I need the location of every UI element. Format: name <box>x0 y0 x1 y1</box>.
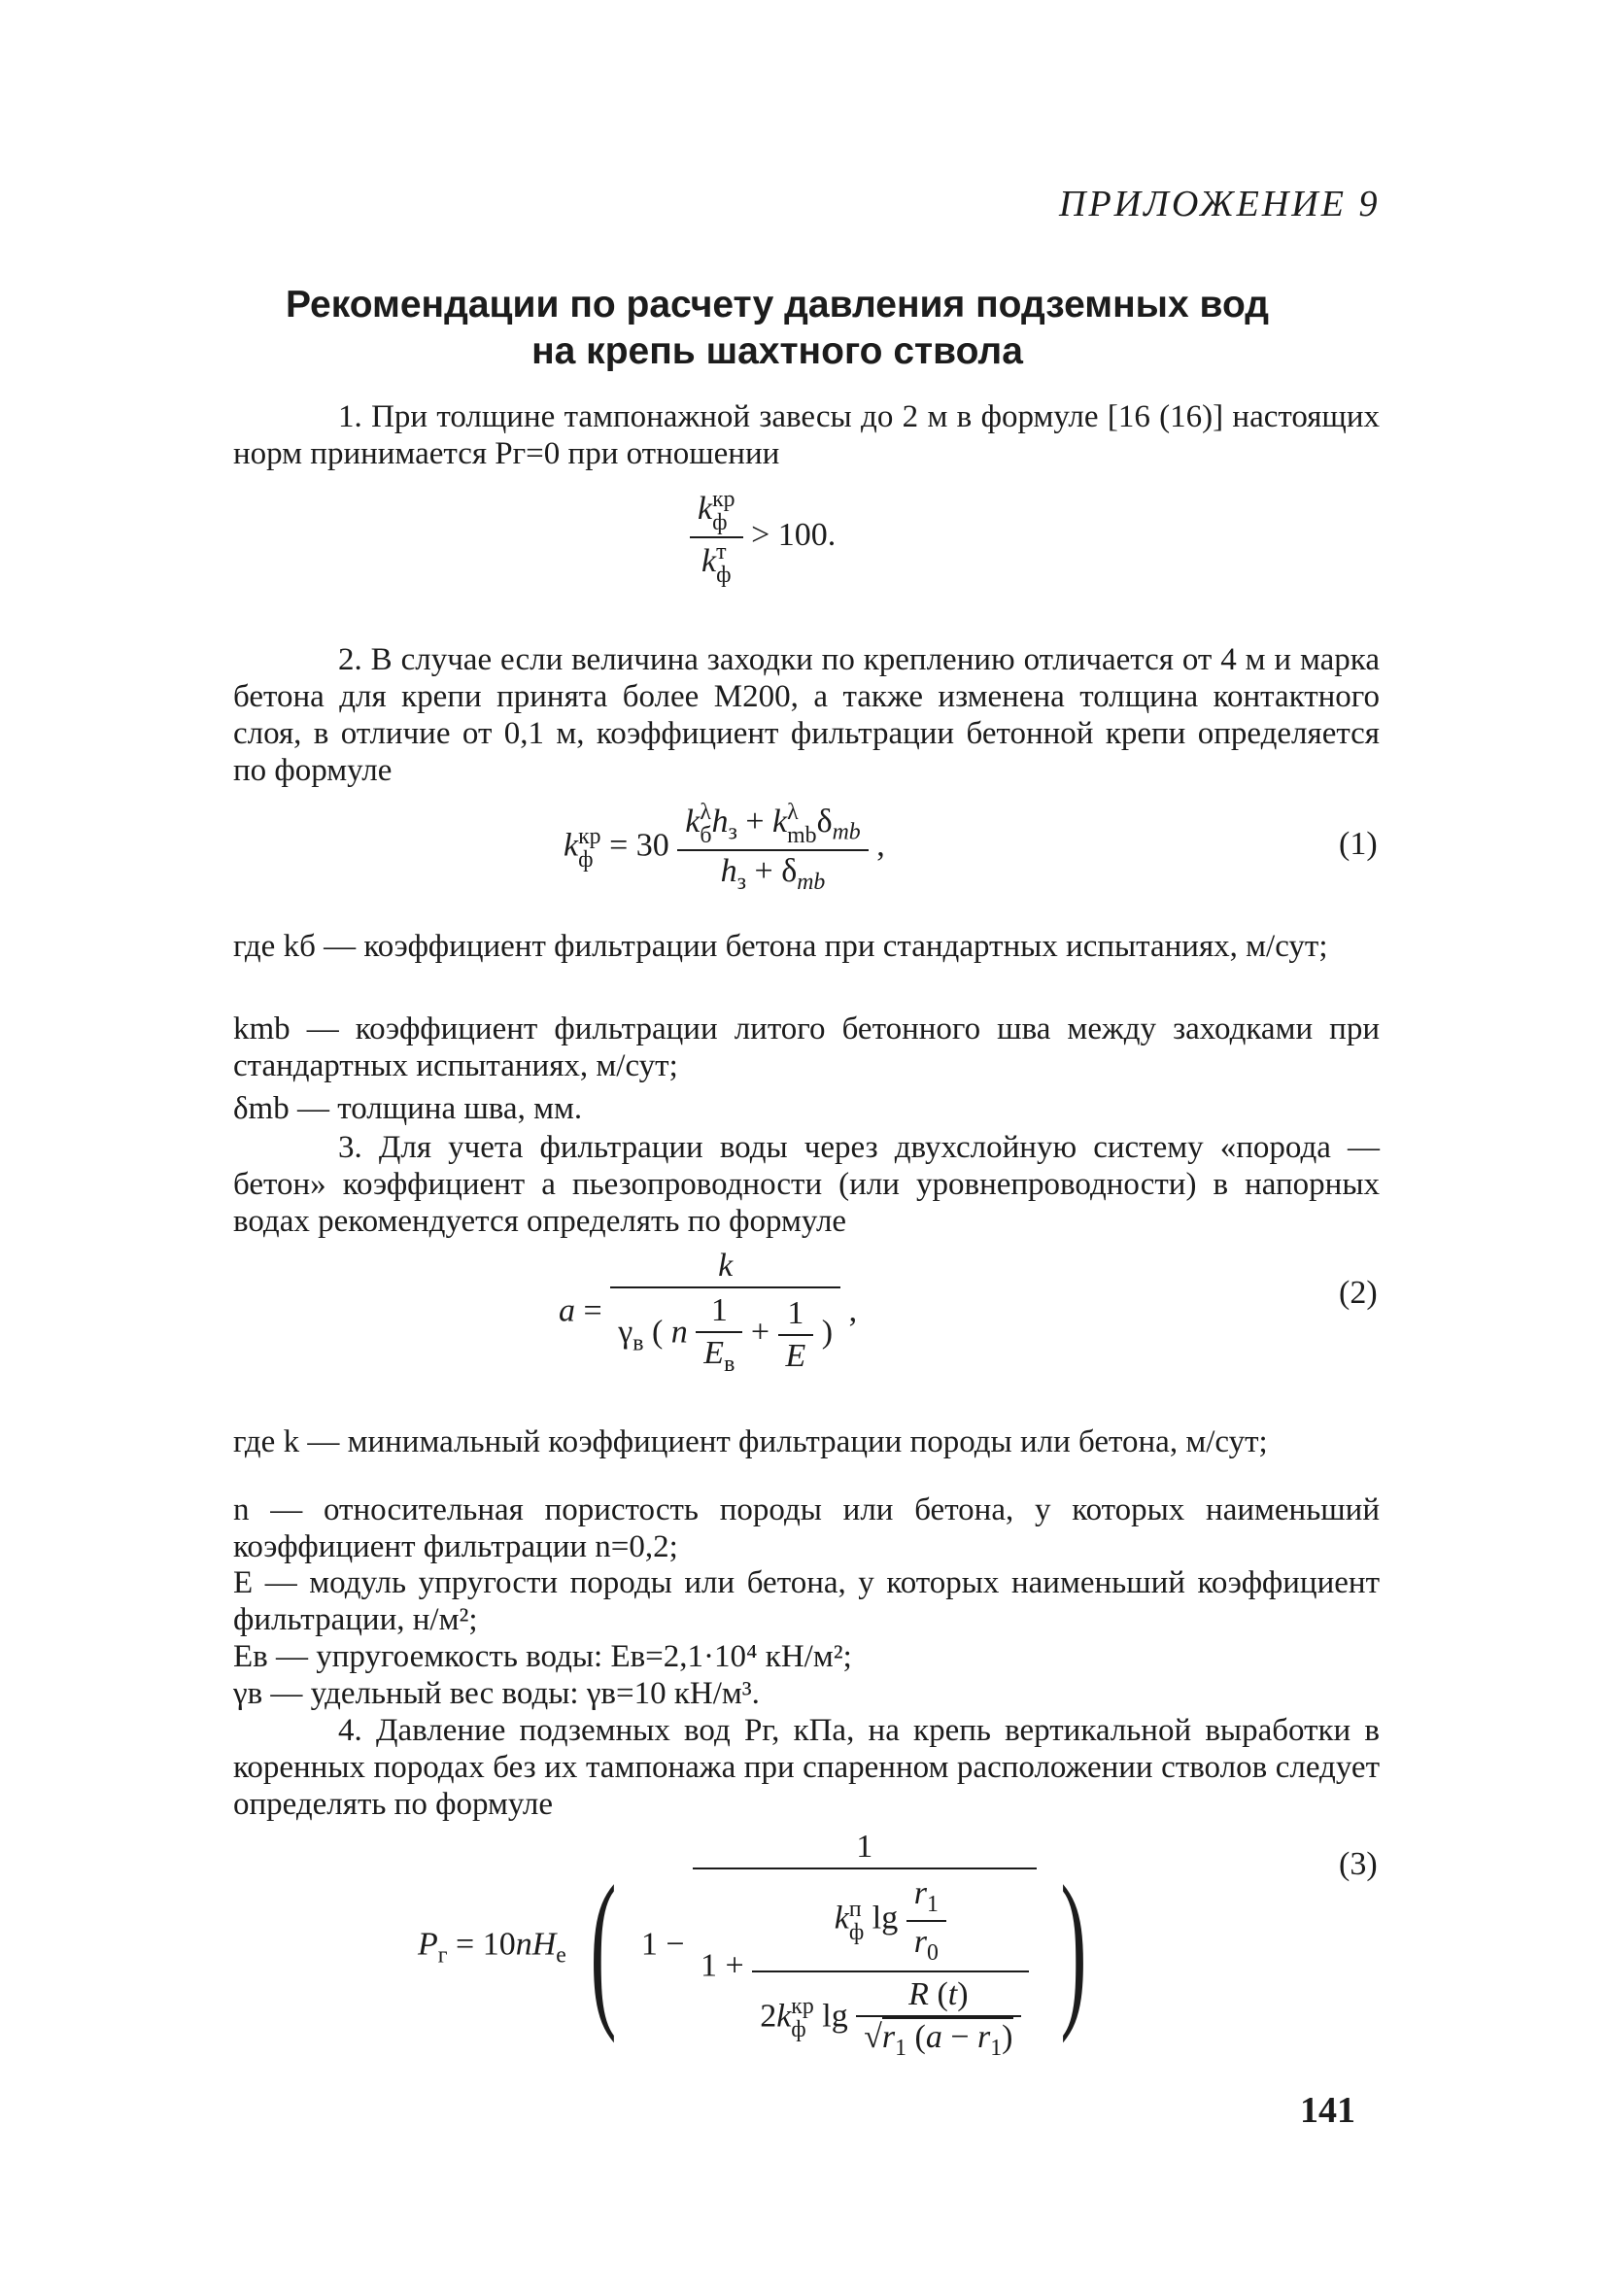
paragraph-3: 3. Для учета фильтрации воды через двухслойную систему «порода — бетон» коэффициент a пьезопроводности (или уровнепроводности) в напорных водах рекомендуется определять по формуле <box>233 1130 1380 1239</box>
equation-3-number: (3) <box>1339 1846 1378 1882</box>
page-title-line-2: на крепь шахтного ствола <box>531 330 1023 372</box>
equation-1: k кр ф = 30 k λ б $h_з + k$ λ mb $\delta_{mb}$ $h_з + \delta_{mb}$ , <box>564 799 885 898</box>
definition-ev: Eв — упругоемкость воды: Eв=2,1·10⁴ кН/м²; <box>233 1639 852 1674</box>
equation-2-fraction: k $\gamma_в$ ( n $\frac{1}{E_в}$ + $\frac{1}{E}$ ) <box>610 1246 840 1382</box>
definition-k-concrete: где kб — коэффициент фильтрации бетона при стандартных испытаниях, м/сут; <box>233 929 1328 964</box>
paragraph-4: 4. Давление подземных вод Pг, кПа, на крепь вертикальной выработки в коренных породах без их тампонажа при спаренном расположении стволов следует определять по формуле <box>233 1713 1380 1822</box>
paragraph-2: 2. В случае если величина заходки по креплению отличается от 4 м и марка бетона для крепи принята более М200, а также изменена толщина контактного слоя, в отличие от 0,1 м, коэффициент фильтрации бетонной крепи определяется по формуле <box>233 642 1380 788</box>
ratio-rhs: > 100. <box>751 516 837 553</box>
definition-gamma: γв — удельный вес воды: γв=10 кН/м³. <box>233 1676 760 1711</box>
ratio-formula <box>690 486 836 589</box>
equation-3-fraction: 1 1 + k п ф lg $\frac{r_1}{r_0}$ 2k кр ф lg $\frac{R (t)}{√r_1 (a - r_1)}$ <box>693 1827 1037 2067</box>
appendix-label: ПРИЛОЖЕНИЕ 9 <box>1059 184 1381 224</box>
definition-k-seam: kmb — коэффициент фильтрации литого бетонного шва между заходками при стандартных испытаниях, м/сут; <box>233 1011 1380 1083</box>
definition-n: n — относительная пористость породы или бетона, у которых наименьший коэффициент фильтрации n=0,2; <box>233 1492 1380 1564</box>
definition-k: где k — минимальный коэффициент фильтрации породы или бетона, м/сут; <box>233 1424 1268 1459</box>
definition-seam-thickness: δmb — толщина шва, мм. <box>233 1091 583 1126</box>
equation-2: a = k $\gamma_в$ ( n $\frac{1}{E_в}$ + $\frac{1}{E}$ ) , <box>559 1246 857 1382</box>
equation-3: $P_г = 10nH_е$ ( 1 − 1 1 + k п ф lg $\frac{r_1}{r_0}$ 2k кр ф lg $\frac{R (t)}{√r_1 (a - r_1)}$ ) <box>418 1827 1103 2067</box>
ratio-fraction: k кр ф k т ф <box>690 486 743 589</box>
definition-e: E — модуль упругости породы или бетона, у которых наименьший коэффициент фильтрации, н/м²; <box>233 1565 1380 1637</box>
page-number: 141 <box>1300 2090 1355 2131</box>
paragraph-1: 1. При толщине тампонажной завесы до 2 м в формуле [16 (16)] настоящих норм принимается Pг=0 при отношении <box>233 399 1380 471</box>
equation-1-number: (1) <box>1339 826 1378 862</box>
equation-2-number: (2) <box>1339 1275 1378 1311</box>
page-title-line-1: Рекомендации по расчету давления подземных вод <box>285 284 1270 326</box>
equation-1-fraction: k λ б $h_з + k$ λ mb $\delta_{mb}$ $h_з + \delta_{mb}$ <box>677 799 868 898</box>
